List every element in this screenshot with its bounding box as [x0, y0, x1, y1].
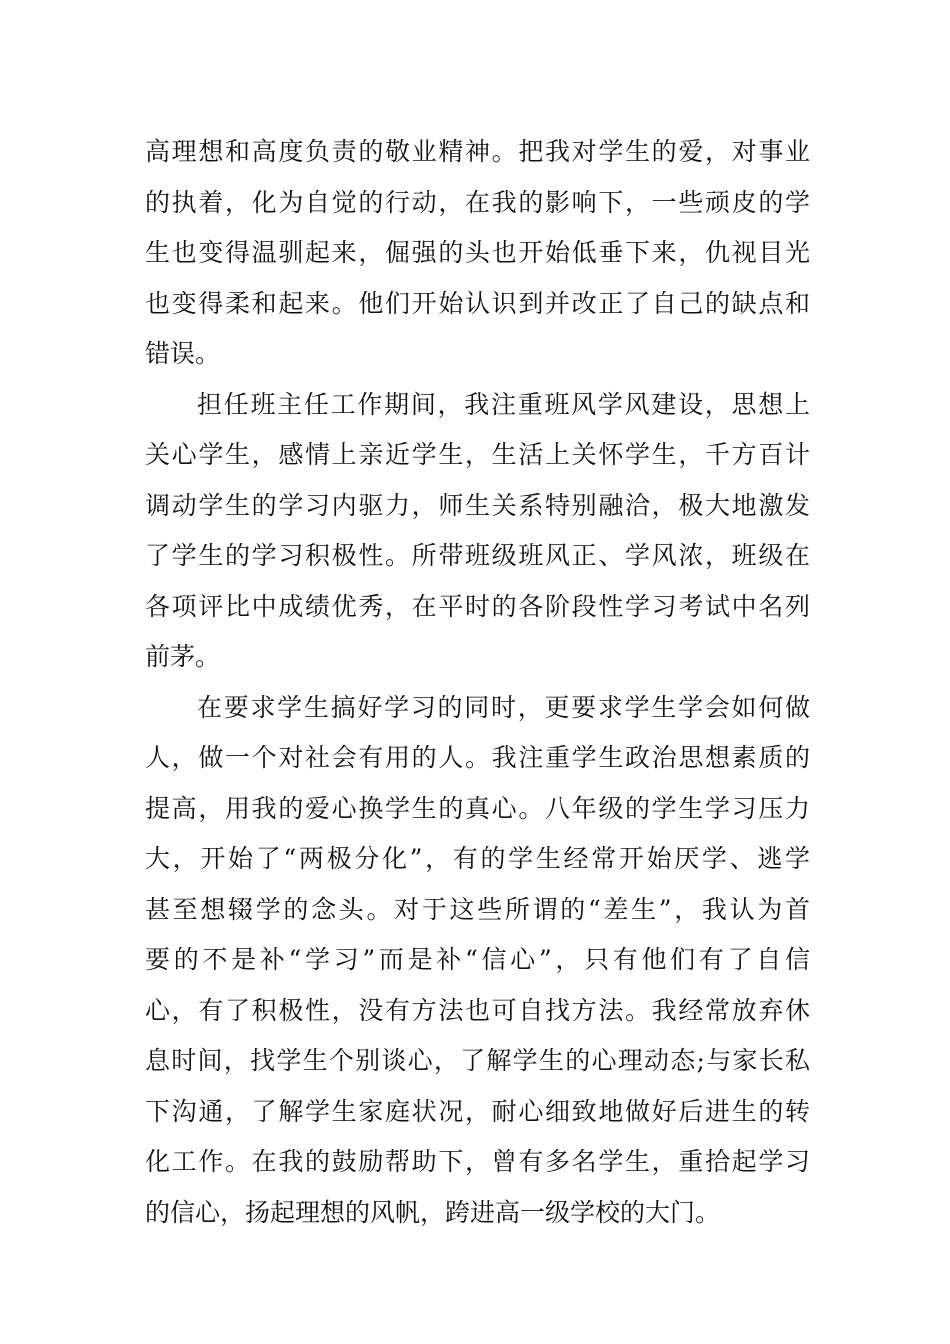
text-line: 要的不是补“学习”而是补“信心”，只有他们有了自信: [145, 945, 810, 974]
text-line: 高理想和高度负责的敬业精神。把我对学生的爱，对事业: [145, 137, 810, 166]
text-line: 息时间，找学生个别谈心，了解学生的心理动态;与家长私: [145, 1046, 810, 1075]
text-line: 前茅。: [145, 642, 221, 671]
text-line: 的信心，扬起理想的风帆，跨进高一级学校的大门。: [145, 1197, 721, 1227]
text-line: 各项评比中成绩优秀，在平时的各阶段性学习考试中名列: [145, 591, 810, 621]
text-line: 甚至想辍学的念头。对于这些所谓的“差生”，我认为首: [145, 894, 810, 924]
text-line: 下沟通，了解学生家庭状况，耐心细致地做好后进生的转: [145, 1096, 810, 1126]
text-line: 的执着，化为自觉的行动，在我的影响下，一些顽皮的学: [145, 187, 810, 217]
text-line: 提高，用我的爱心换学生的真心。八年级的学生学习压力: [145, 793, 810, 823]
text-line: 关心学生，感情上亲近学生，生活上关怀学生，千方百计: [145, 440, 810, 469]
paragraph-3: [145, 683, 810, 1239]
text-line: 错误。: [145, 339, 221, 368]
text-line: 担任班主任工作期间，我注重班风学风建设，思想上: [197, 389, 810, 419]
text-line: 调动学生的学习内驱力，师生关系特别融洽，极大地激发: [145, 490, 810, 520]
text-line: 心，有了积极性，没有方法也可自找方法。我经常放弃休: [145, 995, 810, 1025]
text-line: 大，开始了“两极分化”，有的学生经常开始厌学、逃学: [145, 844, 810, 873]
text-line: 生也变得温驯起来，倔强的头也开始低垂下来，仇视目光: [145, 238, 810, 267]
paragraph-2: [145, 380, 810, 683]
text-line: 了学生的学习积极性。所带班级班风正、学风浓，班级在: [145, 541, 810, 570]
document-body: [145, 127, 810, 1238]
paragraph-1: [145, 127, 810, 380]
text-line: 也变得柔和起来。他们开始认识到并改正了自己的缺点和: [145, 288, 810, 318]
text-line: 化工作。在我的鼓励帮助下，曾有多名学生，重拾起学习: [145, 1147, 810, 1176]
text-line: 在要求学生搞好学习的同时，更要求学生学会如何做: [197, 692, 810, 722]
text-line: 人，做一个对社会有用的人。我注重学生政治思想素质的: [145, 743, 810, 772]
